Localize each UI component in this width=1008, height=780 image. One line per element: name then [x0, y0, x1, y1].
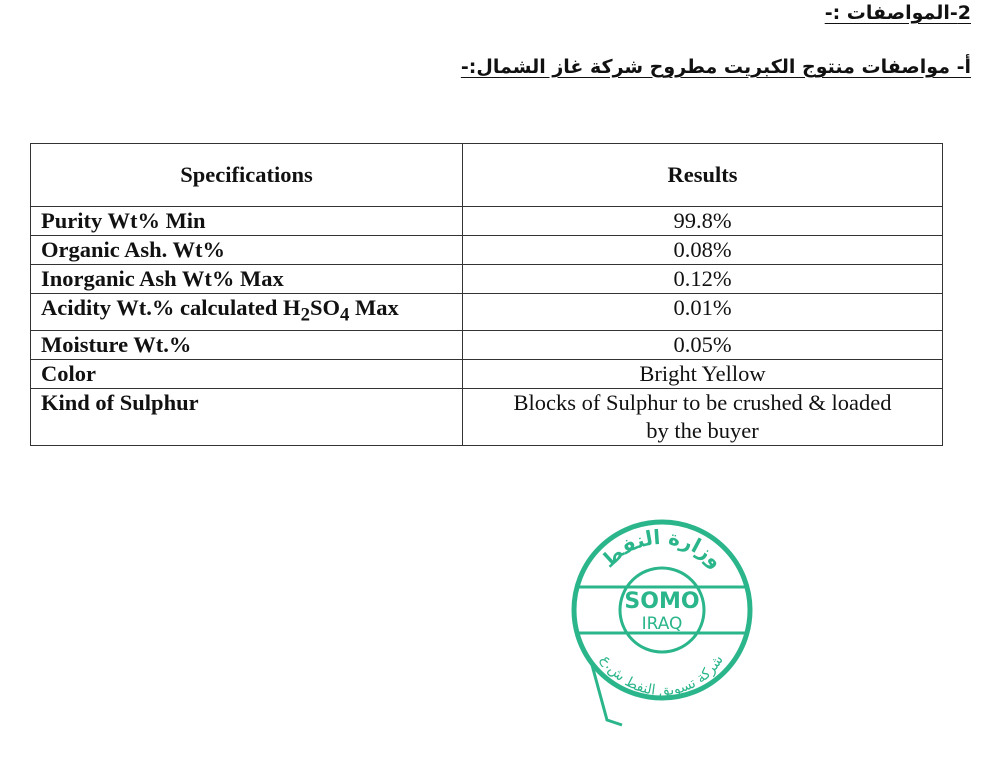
spec-result: Bright Yellow — [463, 359, 943, 388]
spec-result: 0.05% — [463, 330, 943, 359]
subscript: 4 — [339, 304, 350, 326]
table-row — [31, 207, 943, 236]
spec-label — [31, 294, 463, 331]
spec-result: 0.12% — [463, 265, 943, 294]
spec-label-text: SO — [309, 295, 340, 320]
table-row — [31, 236, 943, 265]
subsection-heading: أ- مواصفات منتوج الكبريت مطروح شركة غاز الشمال:- — [460, 56, 971, 78]
table-row — [31, 294, 943, 331]
stamp-center-line1: SOMO — [624, 589, 700, 614]
spec-result-line: by the buyer — [646, 417, 759, 443]
column-header-results: Results — [463, 144, 943, 207]
table-header-row — [31, 144, 943, 207]
specifications-table — [30, 143, 943, 446]
subscript: 2 — [300, 304, 310, 326]
table-row — [31, 388, 943, 445]
table-row — [31, 359, 943, 388]
spec-result-line: Blocks of Sulphur to be crushed & loaded — [513, 389, 892, 415]
somo-stamp — [562, 505, 762, 735]
spec-result — [463, 388, 943, 445]
spec-label-text: Max — [349, 295, 399, 320]
spec-label: Kind of Sulphur — [31, 388, 463, 445]
spec-result: 0.01% — [463, 294, 943, 331]
stamp-top-text: وزارة النفط — [596, 524, 728, 573]
table-row — [31, 265, 943, 294]
spec-label: Color — [31, 359, 463, 388]
spec-label: Moisture Wt.% — [31, 330, 463, 359]
section-heading: 2-المواصفات :- — [824, 2, 971, 24]
spec-result: 0.08% — [463, 236, 943, 265]
stamp-bottom-text: شركة تسويق النفط ش.ع — [597, 652, 727, 700]
spec-label-text: Acidity Wt.% calculated H — [41, 295, 301, 320]
table-row — [31, 330, 943, 359]
spec-result: 99.8% — [463, 207, 943, 236]
spec-label: Inorganic Ash Wt% Max — [31, 265, 463, 294]
stamp-center-line2: IRAQ — [641, 614, 683, 634]
spec-label: Organic Ash. Wt% — [31, 236, 463, 265]
column-header-specifications: Specifications — [31, 144, 463, 207]
spec-label: Purity Wt% Min — [31, 207, 463, 236]
